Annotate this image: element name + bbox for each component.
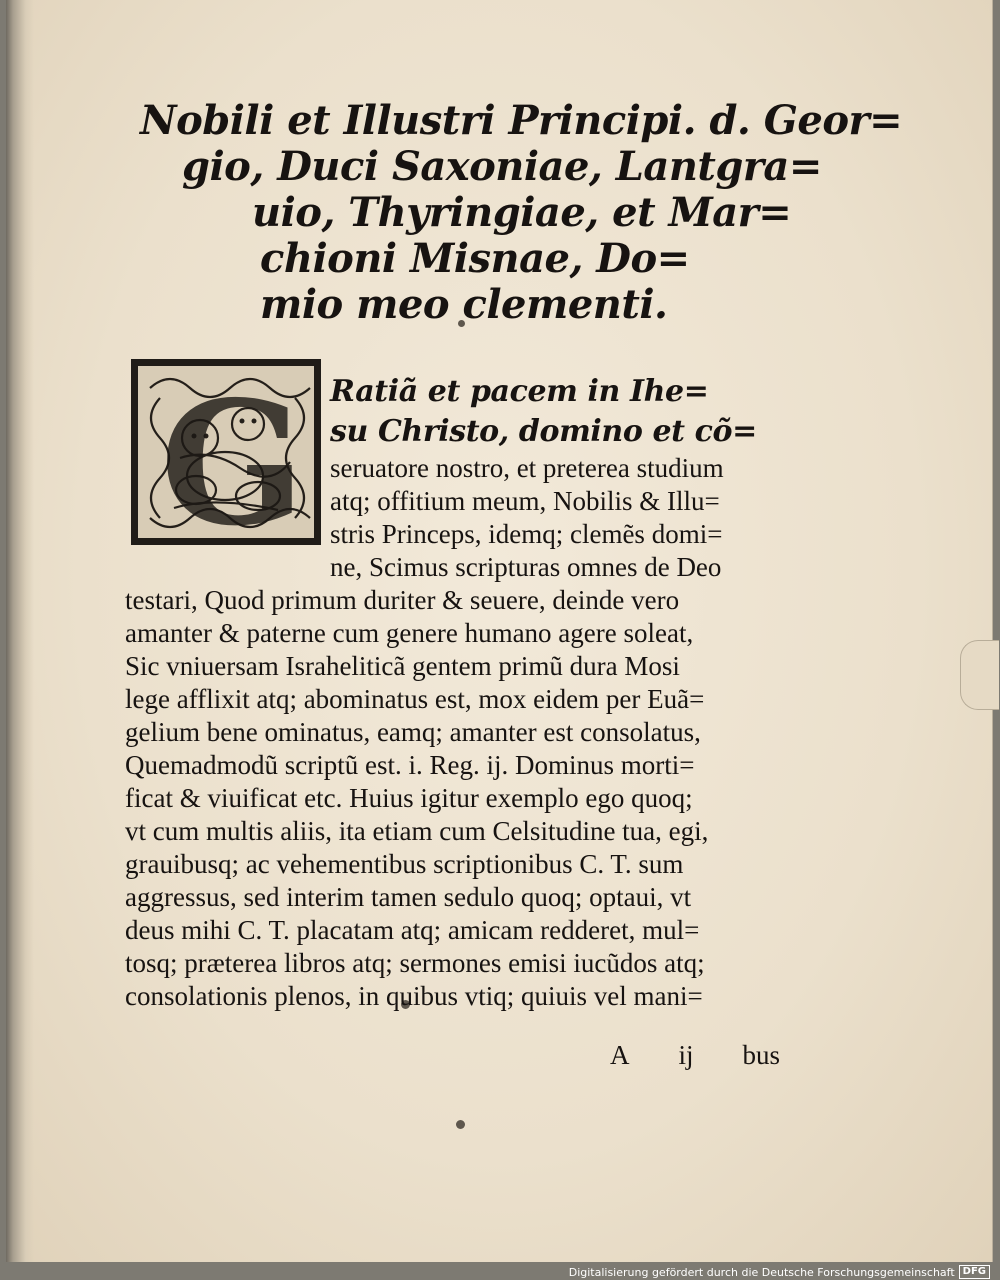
page-gutter bbox=[6, 0, 34, 1262]
heading-line: gio, Duci Saxoniae, Lantgra= bbox=[182, 143, 822, 190]
catchword: bus bbox=[742, 1040, 780, 1070]
text-line: atq; offitium meum, Nobilis & Illu= bbox=[330, 486, 720, 516]
heading-line: Nobili et Illustri Principi. d. Geor= bbox=[140, 97, 903, 144]
footer-text: Digitalisierung gefördert durch die Deutsche Forschungsgemeinschaft bbox=[568, 1265, 955, 1279]
text-line: seruatore nostro, et preterea studium bbox=[330, 453, 724, 483]
text-line: Quemadmodũ scriptũ est. i. Reg. ij. Dominus morti= bbox=[125, 750, 695, 780]
text-line: gelium bene ominatus, eamq; amanter est consolatus, bbox=[125, 717, 701, 747]
heading-line: mio meo clementi. bbox=[260, 281, 668, 328]
initial-letter: G bbox=[160, 364, 306, 546]
body-text bbox=[125, 372, 790, 1013]
text-line: vt cum multis aliis, ita etiam cum Celsitudine tua, egi, bbox=[125, 816, 709, 846]
digitization-footer bbox=[569, 1264, 990, 1280]
text-line: grauibusq; ac vehementibus scriptionibus C. T. sum bbox=[125, 849, 684, 879]
text-line: Sic vniuersam Israheliticã gentem primũ dura Mosi bbox=[125, 651, 680, 681]
dfg-logo-icon: DFG bbox=[959, 1265, 990, 1279]
heading-line: chioni Misnae, Do= bbox=[260, 235, 690, 282]
text-line: amanter & paterne cum genere humano agere soleat, bbox=[125, 618, 694, 648]
heading-line: uio, Thyringiae, et Mar= bbox=[252, 189, 792, 236]
leaf-number: ij bbox=[678, 1040, 694, 1070]
page-edge-tab bbox=[960, 640, 999, 710]
text-line: ne, Scimus scripturas omnes de Deo bbox=[330, 552, 722, 582]
text-line: testari, Quod primum duriter & seuere, deinde vero bbox=[125, 585, 680, 615]
text-line: deus mihi C. T. placatam atq; amicam redderet, mul= bbox=[125, 915, 700, 945]
dedication-heading bbox=[140, 97, 903, 328]
text-line: ficat & viuificat etc. Huius igitur exemplo ego quoq; bbox=[125, 783, 693, 813]
text-line: aggressus, sed interim tamen sedulo quoq; optaui, vt bbox=[125, 882, 692, 912]
text-line: stris Princeps, idemq; clemẽs domi= bbox=[330, 519, 723, 549]
text-line: Ratiã et pacem in Ihe= bbox=[330, 374, 709, 409]
text-line: tosq; præterea libros atq; sermones emisi iucũdos atq; bbox=[125, 948, 705, 978]
ink-spot bbox=[456, 1120, 465, 1129]
signature-mark: A bbox=[610, 1040, 630, 1070]
text-line: lege afflixit atq; abominatus est, mox eidem per Euã= bbox=[125, 684, 705, 714]
text-line: consolationis plenos, in quibus vtiq; quiuis vel mani= bbox=[125, 981, 703, 1011]
text-line: su Christo, domino et cõ= bbox=[330, 414, 757, 449]
decorated-initial-woodcut bbox=[130, 358, 322, 546]
catchline bbox=[610, 1040, 780, 1071]
